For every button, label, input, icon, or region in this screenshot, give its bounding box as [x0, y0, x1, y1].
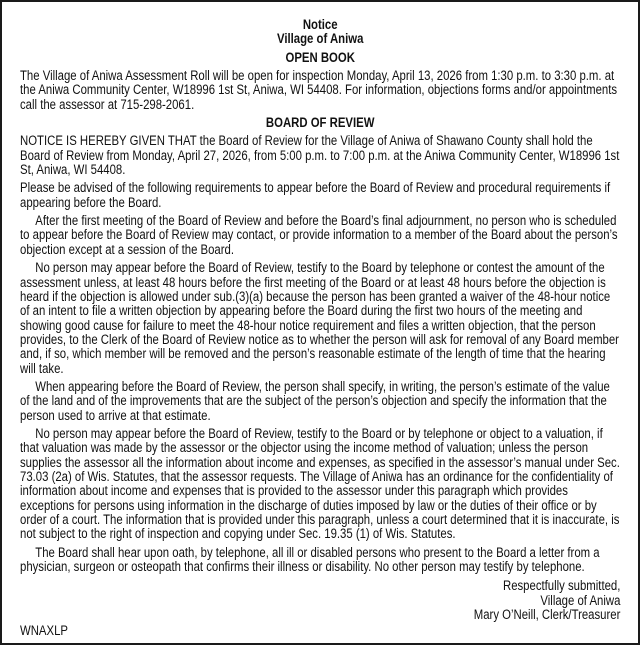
open-book-paragraph: The Village of Aniwa Assessment Roll will be open for inspection Monday, April 13, 2026 from 1:30 p.m. to 3:30 p.m. at the Aniwa Community Center, W18996 1st St, Aniwa, WI 54408. For information, objections forms and/or appointments call the assessor at 715-298-2061.: [20, 68, 618, 112]
board-of-review-title: BOARD OF REVIEW: [265, 115, 375, 131]
requirements-intro-paragraph: Please be advised of the following requirements to appear before the Board of Review and procedural requirements if appearing before the Board.: [20, 180, 611, 210]
signature-organization: Village of Aniwa: [540, 592, 621, 608]
notice-heading: Notice: [302, 17, 338, 32]
income-method-paragraph: No person may appear before the Board of Review, testify to the Board or by telephone or object to a valuation, if that valuation was made by the assessor or the objector using the income method of valuation; unless the person supplies the assessor all the information about income and expenses, as specified in the assessor’s manual under Sec. 73.03 (2a) of Wis. Statutes, that the assessor requests. The Village of Aniwa has an ordinance for the confidentiality of information about income and expenses that is provided to the assessor under this paragraph which provides exceptions for persons using information in the discharge of duties imposed by law or the duties of their office or by order of a court. The information that is provided under this paragraph, unless a court determined that it is inaccurate, is not subject to the right of inspection and copying under Sec. 19.35 (1) of Wis. Statutes.: [20, 425, 620, 542]
village-name-heading: Village of Aniwa: [276, 31, 364, 47]
valuation-estimate-paragraph: When appearing before the Board of Review, the person shall specify, in writing, the person’s estimate of the value of the land and of the improvements that are the subject of the person’s objection and specify the information that the person used to arrive at that estimate.: [20, 378, 610, 423]
board-of-review-notice-paragraph: NOTICE IS HEREBY GIVEN THAT the Board of Review for the Village of Aniwa of Shawano County shall hold the Board of Review from Monday, April 27, 2026, from 5:00 p.m. to 7:00 p.m. at the Aniwa Community Center, W18996 1st St, Aniwa, WI 54408.: [20, 133, 620, 178]
publication-code: WNAXLP: [20, 623, 68, 639]
contact-restriction-paragraph: After the first meeting of the Board of Review and before the Board’s final adjournment, no person who is scheduled to appear before the Board of Review may contact, or provide information to a member of the Board about the person’s objection except at a session of the Board.: [20, 213, 618, 257]
open-book-title: OPEN BOOK: [285, 49, 355, 65]
signature-closing: Respectfully submitted,: [502, 578, 621, 594]
notice-requirement-paragraph: No person may appear before the Board of Review, testify to the Board by telephone or contest the amount of the assessment unless, at least 48 hours before the first meeting of the Board or at least 48 hours before the objection is heard if the objection is allowed under sub.(3)(a) because the person has been granted a waiver of the 48-hour notice of an intent to file a written objection by appearing before the Board during the first two hours of the meeting and showing good cause for failure to meet the 48-hour notice requirement and files a written objection, that the person provides, to the Clerk of the Board of Review notice as to whether the person will ask for removal of any Board member and, if so, which member will be removed and the person’s reasonable estimate of the length of time that the hearing will take.: [20, 260, 619, 376]
signature-block: [20, 579, 620, 622]
signature-name-title: Mary O’Neill, Clerk/Treasurer: [473, 607, 621, 623]
notice-content: [20, 18, 620, 639]
telephone-testimony-paragraph: The Board shall hear upon oath, by telephone, all ill or disabled persons who present to the Board a letter from a physician, surgeon or osteopath that confirms their illness or disability. No other person may testify by telephone.: [20, 544, 600, 575]
